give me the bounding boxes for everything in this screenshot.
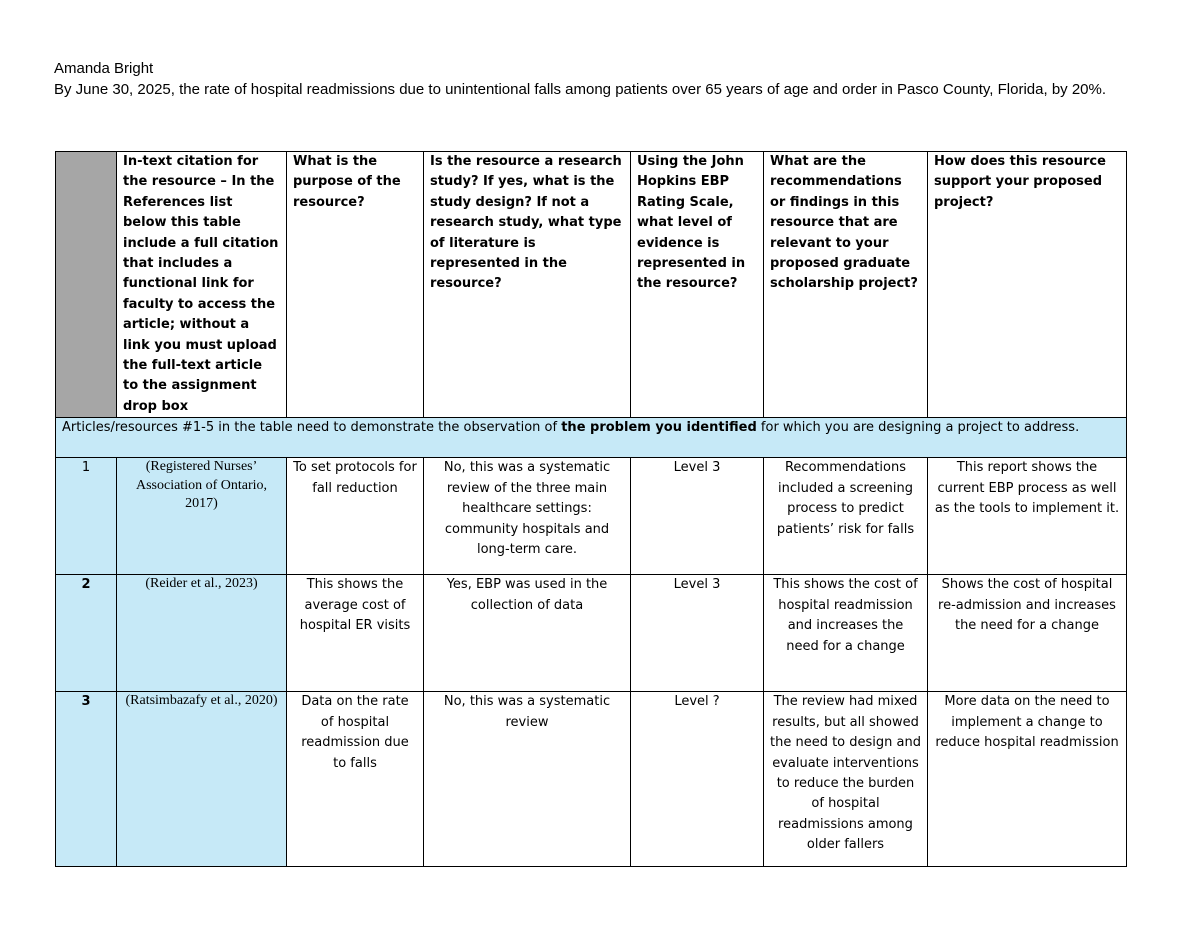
header-support: How does this resource support your proposed project? — [928, 152, 1127, 418]
row-purpose: Data on the rate of hospital readmission due to falls — [287, 692, 424, 867]
header-gray-cell — [56, 152, 117, 418]
row-level: Level 3 — [631, 458, 764, 575]
row-support: More data on the need to implement a change to reduce hospital readmission — [928, 692, 1127, 867]
table-row — [56, 458, 1127, 575]
row-purpose: To set protocols for fall reduction — [287, 458, 424, 575]
table-row — [56, 575, 1127, 692]
project-goal: By June 30, 2025, the rate of hospital readmissions due to unintentional falls among patients over 65 years of age and order in Pasco County, Florida, by 20%. — [54, 81, 1107, 98]
row-level: Level 3 — [631, 575, 764, 692]
table-row — [56, 692, 1127, 867]
evidence-table — [55, 151, 1127, 867]
banner-cell — [56, 418, 1127, 458]
banner-text-bold: the problem you identified — [561, 420, 757, 436]
row-findings: The review had mixed results, but all showed the need to design and evaluate interventions to reduce the burden of hospital readmissions among older fallers — [764, 692, 928, 867]
header-study: Is the resource a research study? If yes, what is the study design? If not a research study, what type of literature is represented in the resource? — [424, 152, 631, 418]
row-citation: (Registered Nurses’ Association of Ontario, 2017) — [117, 458, 287, 575]
banner-text-before: Articles/resources #1-5 in the table need to demonstrate the observation of — [62, 420, 562, 436]
row-citation: (Ratsimbazafy et al., 2020) — [117, 692, 287, 867]
row-support: This report shows the current EBP process as well as the tools to implement it. — [928, 458, 1127, 575]
row-findings: Recommendations included a screening process to predict patients’ risk for falls — [764, 458, 928, 575]
row-number: 2 — [56, 575, 117, 692]
header-level: Using the John Hopkins EBP Rating Scale, what level of evidence is represented in the resource? — [631, 152, 764, 418]
row-support: Shows the cost of hospital re-admission and increases the need for a change — [928, 575, 1127, 692]
row-study: No, this was a systematic review — [424, 692, 631, 867]
row-study: Yes, EBP was used in the collection of data — [424, 575, 631, 692]
header-citation: In-text citation for the resource – In the References list below this table include a full citation that includes a functional link for faculty to access the article; without a link you must upload the full-text article to the assignment drop box — [117, 152, 287, 418]
row-number: 1 — [56, 458, 117, 575]
row-findings: This shows the cost of hospital readmission and increases the need for a change — [764, 575, 928, 692]
row-level: Level ? — [631, 692, 764, 867]
document-header — [54, 58, 1134, 100]
banner-text-after: for which you are designing a project to address. — [756, 420, 1080, 436]
row-study: No, this was a systematic review of the three main healthcare settings: community hospitals and long-term care. — [424, 458, 631, 575]
row-purpose: This shows the average cost of hospital ER visits — [287, 575, 424, 692]
table-header-row — [56, 152, 1127, 418]
header-findings: What are the recommendations or findings in this resource that are relevant to your proposed graduate scholarship project? — [764, 152, 928, 418]
banner-row — [56, 418, 1127, 458]
row-number: 3 — [56, 692, 117, 867]
header-purpose: What is the purpose of the resource? — [287, 152, 424, 418]
author-name: Amanda Bright — [54, 60, 154, 77]
row-citation: (Reider et al., 2023) — [117, 575, 287, 692]
